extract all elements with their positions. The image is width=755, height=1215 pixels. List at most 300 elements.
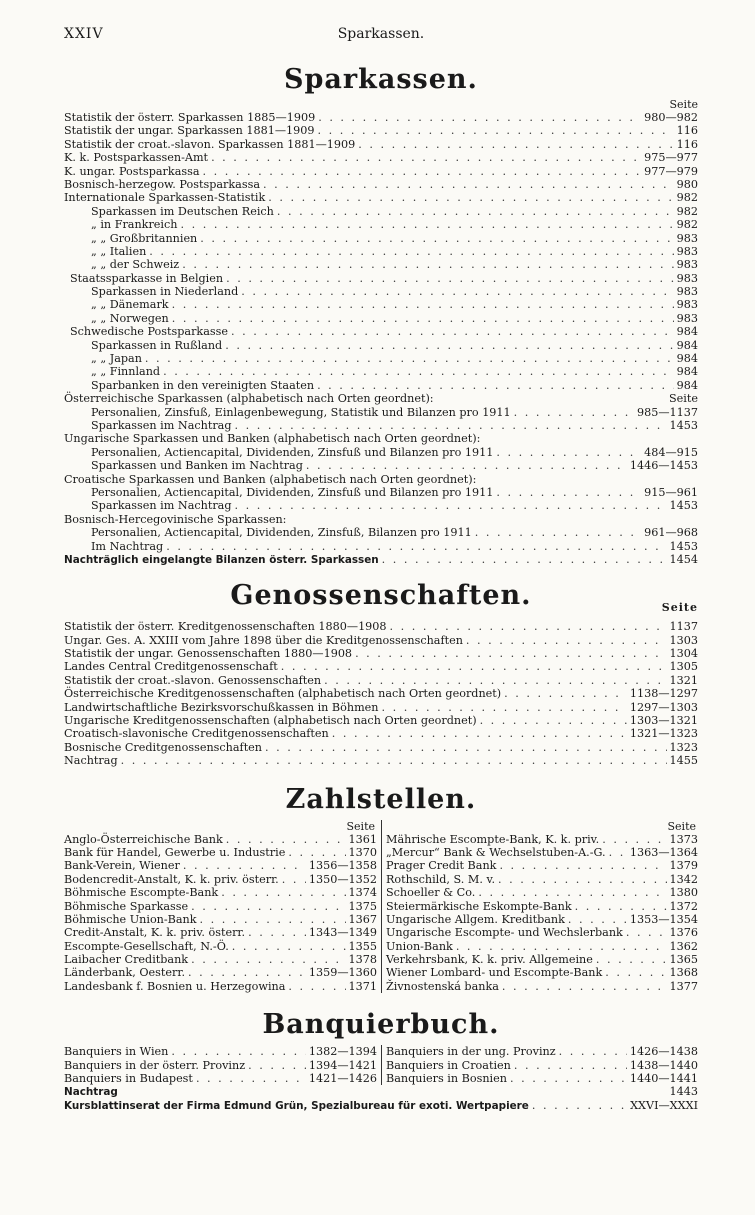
entry-page: 1343—1349 [308, 926, 377, 940]
entry-text: „ „ der Schweiz [91, 258, 180, 272]
entry-page: 484—915 [644, 445, 698, 459]
index-entry [64, 191, 698, 204]
entry-text: Banquiers in der österr. Provinz [64, 1058, 246, 1072]
dot-leader [466, 634, 667, 647]
dot-leader [226, 272, 674, 285]
entry-page: 116 [676, 124, 698, 138]
dot-leader [231, 325, 674, 338]
dot-leader [568, 913, 627, 926]
dot-leader [596, 953, 667, 966]
index-entry [386, 1045, 698, 1058]
entry-page: 983 [676, 244, 698, 258]
index-page [64, 26, 698, 1112]
entry-text: Credit-Anstalt, K. k. priv. österr. [64, 926, 246, 940]
entry-page: 984 [676, 365, 698, 379]
index-entry [64, 647, 698, 660]
section-heading-zahlstellen: Zahlstellen. [285, 783, 477, 815]
index-entry [64, 111, 698, 124]
entry-text: Banquiers in Budapest [64, 1072, 193, 1086]
entry-page: 1453 [669, 418, 698, 432]
index-entry [64, 138, 698, 151]
oest-list [64, 406, 698, 433]
entry-page: 982 [676, 204, 698, 218]
index-entry [64, 446, 698, 459]
dot-leader [306, 459, 627, 472]
entry-page: 983 [676, 285, 698, 299]
dot-leader [265, 741, 667, 754]
dot-leader [475, 526, 641, 539]
index-entry [64, 727, 698, 740]
index-entry [64, 205, 698, 218]
index-entry [64, 913, 377, 926]
entry-page: 975—977 [644, 151, 698, 165]
entry-text: Sparkassen in Niederland [91, 285, 239, 299]
index-entry [386, 966, 698, 979]
entry-page: 982 [676, 191, 698, 205]
dot-leader [496, 446, 641, 459]
index-entry [64, 714, 698, 727]
entry-text: „ „ Norwegen [91, 311, 169, 325]
index-entry [64, 232, 698, 245]
entry-text: Statistik der croat.-slavon. Sparkassen 1881—1909 [64, 137, 356, 151]
dot-leader [324, 674, 666, 687]
entry-page: 1446—1453 [629, 459, 698, 473]
dot-leader [514, 406, 634, 419]
entry-text: Živnostenská banka [386, 979, 499, 993]
entry-text: Laibacher Creditbank [64, 953, 189, 967]
entry-text: Ungarische Allgem. Kreditbank [386, 912, 565, 926]
entry-text: Mährische Escompte-Bank, K. k. priv. [386, 832, 600, 846]
entry-text: Banquiers in Croatien [386, 1058, 511, 1072]
entry-page: 983 [676, 298, 698, 312]
index-entry [64, 926, 377, 939]
entry-page: 1362 [669, 939, 698, 953]
seite-label: Seite [661, 601, 698, 615]
index-entry [64, 886, 377, 899]
entry-text: Länderbank, Oesterr. [64, 966, 186, 980]
index-entry [64, 833, 377, 846]
seite-label: Seite [667, 819, 696, 833]
dot-leader [317, 379, 674, 392]
index-entry [64, 365, 698, 378]
entry-text: Böhmische Sparkasse [64, 899, 189, 913]
entry-page: 1453 [669, 499, 698, 513]
bos-list [64, 526, 698, 553]
dot-leader [180, 218, 673, 231]
dot-leader [390, 620, 667, 633]
dot-leader [358, 138, 673, 151]
entry-text: Personalien, Actiencapital, Dividenden, Zinsfuß und Bilanzen pro 1911 [91, 445, 494, 459]
page-header [64, 26, 698, 50]
entry-text: Bank für Handel, Gewerbe u. Industrie [64, 845, 286, 859]
entry-page: 1137 [669, 620, 698, 634]
dot-leader [203, 165, 642, 178]
dot-leader [355, 647, 666, 660]
entry-page: 1371 [348, 979, 377, 993]
seite-label: Seite [669, 392, 698, 406]
index-entry [64, 687, 698, 700]
entry-page: 980 [676, 177, 698, 191]
entry-page: 1353—1354 [629, 912, 698, 926]
index-entry [386, 913, 698, 926]
dot-leader [248, 1059, 306, 1072]
index-entry [64, 980, 377, 993]
entry-page: 1359—1360 [308, 966, 377, 980]
index-entry [386, 1059, 698, 1072]
entry-text: Staatssparkasse in Belgien [70, 271, 224, 285]
dot-leader [559, 1045, 627, 1058]
entry-page: 985—1137 [636, 405, 698, 419]
entry-text: Prager Credit Bank [386, 859, 497, 873]
entry-page: 983 [676, 271, 698, 285]
index-entry [64, 379, 698, 392]
cro-heading: Croatische Sparkassen und Banken (alphabetisch nach Orten geordnet): [64, 472, 477, 486]
index-entry [386, 859, 698, 872]
entry-text: Ungarische Escompte- und Wechslerbank [386, 926, 623, 940]
entry-text: „ „ Finnland [91, 365, 161, 379]
entry-page: 1297—1303 [629, 700, 698, 714]
entry-text: Böhmische Escompte-Bank [64, 886, 219, 900]
entry-page: 1380 [669, 886, 698, 900]
entry-text: Verkehrsbank, K. k. priv. Allgemeine [386, 953, 593, 967]
index-entry [386, 953, 698, 966]
entry-page: 1373 [669, 832, 698, 846]
entry-text: Banquiers in Wien [64, 1045, 169, 1059]
index-entry [64, 218, 698, 231]
entry-text: Im Nachtrag [91, 539, 164, 553]
index-entry [64, 1099, 698, 1112]
index-entry [64, 1072, 377, 1085]
entry-text: Kursblattinserat der Firma Edmund Grün, Spezialbureau für exoti. Wertpapiere [64, 1099, 529, 1112]
dot-leader [183, 859, 306, 872]
index-entry [64, 873, 377, 886]
entry-page: 1321—1323 [629, 727, 698, 741]
genossenschaften-list [64, 620, 698, 767]
page-number: XXIV [64, 26, 104, 42]
entry-text: Internationale Sparkassen-Statistik [64, 191, 266, 205]
entry-page: 1323 [669, 740, 698, 754]
entry-page: 1356—1358 [308, 859, 377, 873]
entry-text: Bosnisch-herzegow. Postsparkassa [64, 177, 260, 191]
entry-page: 984 [676, 325, 698, 339]
dot-leader [225, 339, 673, 352]
entry-text: Croatisch-slavonische Creditgenossenschaften [64, 727, 329, 741]
entry-text: Sparkassen und Banken im Nachtrag [91, 459, 303, 473]
cro-heading-row [64, 473, 698, 486]
index-entry [64, 1059, 377, 1072]
entry-page: 1361 [348, 832, 377, 846]
index-entry [64, 258, 698, 271]
entry-page: 1455 [669, 754, 698, 768]
entry-text: Nachtrag [64, 754, 118, 768]
zahlstellen-left-list [64, 833, 377, 994]
dot-leader [191, 900, 345, 913]
dot-leader [182, 258, 673, 271]
entry-page: 984 [676, 378, 698, 392]
index-entry [64, 459, 698, 472]
dot-leader [172, 312, 674, 325]
entry-page: 1138—1297 [629, 687, 698, 701]
entry-text: Schoeller & Co. [386, 886, 476, 900]
ung-heading: Ungarische Sparkassen und Banken (alphabetisch nach Orten geordnet): [64, 432, 481, 446]
entry-page: 1372 [669, 899, 698, 913]
entry-page: 1304 [669, 647, 698, 661]
index-entry [64, 178, 698, 191]
ung-heading-row [64, 432, 698, 445]
index-entry [386, 886, 698, 899]
entry-page: 1367 [348, 912, 377, 926]
entry-page: 1355 [348, 939, 377, 953]
seite-label: Seite [669, 98, 698, 111]
index-entry [64, 419, 698, 432]
index-entry [64, 701, 698, 714]
dot-leader [277, 205, 674, 218]
index-entry [386, 926, 698, 939]
entry-page: 984 [676, 338, 698, 352]
entry-page: 116 [676, 137, 698, 151]
section-heading-sparkassen: Sparkassen. [284, 64, 478, 95]
dot-leader [318, 111, 641, 124]
dot-leader [121, 754, 667, 767]
section-heading-banquierbuch: Banquierbuch. [262, 1009, 500, 1041]
entry-text: Nachträglich eingelangte Bilanzen österr. Sparkassen [64, 553, 379, 566]
entry-page: 983 [676, 311, 698, 325]
entry-text: Bank-Verein, Wiener [64, 859, 180, 873]
entry-page: 915—961 [644, 485, 698, 499]
dot-leader [166, 540, 666, 553]
sparkassen-list [64, 111, 698, 392]
running-title: Sparkassen. [337, 26, 425, 42]
entry-page: 1303 [669, 633, 698, 647]
index-entry [64, 940, 377, 953]
banquierbuch-columns [64, 1045, 698, 1085]
entry-text: Sparbanken in den vereinigten Staaten [91, 378, 315, 392]
dot-leader [626, 926, 667, 939]
dot-leader [172, 298, 674, 311]
dot-leader [502, 980, 667, 993]
dot-leader [163, 365, 674, 378]
entry-text: Personalien, Actiencapital, Dividenden, Zinsfuß, Bilanzen pro 1911 [91, 526, 472, 540]
entry-page: 983 [676, 258, 698, 272]
entry-text: „ „ Dänemark [91, 298, 169, 312]
dot-leader [145, 352, 674, 365]
entry-page: 1377 [669, 979, 698, 993]
entry-page: 961—968 [644, 526, 698, 540]
entry-page: 984 [676, 352, 698, 366]
dot-leader [171, 1045, 306, 1058]
index-entry [64, 900, 377, 913]
entry-text: Schwedische Postsparkasse [70, 325, 228, 339]
entry-text: „Mercur“ Bank & Wechselstuben-A.-G. [386, 845, 606, 859]
entry-text: „ „ Italien [91, 244, 147, 258]
index-entry [64, 486, 698, 499]
seite-label: Seite [346, 819, 375, 833]
index-entry [64, 953, 377, 966]
bos-heading: Bosnisch-Hercegovinische Sparkassen: [64, 512, 287, 526]
entry-page: 1363—1364 [629, 845, 698, 859]
entry-text: Sparkassen im Deutschen Reich [91, 204, 274, 218]
section-heading-genossenschaften [64, 580, 698, 614]
index-entry [64, 298, 698, 311]
entry-text: Personalien, Actiencapital, Dividenden, Zinsfuß und Bilanzen pro 1911 [91, 485, 494, 499]
entry-text: Sparkassen im Nachtrag [91, 418, 232, 432]
entry-page: 1440—1441 [629, 1072, 698, 1086]
dot-leader [211, 151, 641, 164]
banquierbuch-right-list [386, 1045, 698, 1085]
entry-text: Landesbank f. Bosnien u. Herzegowina [64, 979, 286, 993]
dot-leader [504, 687, 627, 700]
dot-leader [232, 940, 346, 953]
bos-heading-row [64, 513, 698, 526]
entry-text: Bodencredit-Anstalt, K. k. priv. österr. [64, 872, 279, 886]
index-entry [64, 352, 698, 365]
index-entry [386, 873, 698, 886]
index-entry [64, 540, 698, 553]
entry-text: Rothschild, S. M. v. [386, 872, 495, 886]
index-entry [64, 634, 698, 647]
entry-page: 1421—1426 [308, 1072, 377, 1086]
index-entry [64, 245, 698, 258]
entry-page: 1350—1352 [308, 872, 377, 886]
ung-list [64, 446, 698, 473]
index-entry [64, 272, 698, 285]
entry-page: 1453 [669, 539, 698, 553]
entry-page: 983 [676, 231, 698, 245]
entry-text: Personalien, Zinsfuß, Einlagenbewegung, Statistik und Bilanzen pro 1911 [91, 405, 511, 419]
entry-page: 1443 [669, 1085, 698, 1099]
dot-leader [235, 419, 667, 432]
entry-page: 1378 [348, 953, 377, 967]
entry-text: Österreichische Kreditgenossenschaften (alphabetisch nach Orten geordnet) [64, 687, 502, 701]
dot-leader [382, 701, 627, 714]
entry-page: 1321 [669, 673, 698, 687]
dot-leader [605, 966, 666, 979]
entry-page: 980—982 [644, 111, 698, 124]
entry-text: Nachtrag [64, 1086, 118, 1099]
dot-leader [288, 980, 345, 993]
entry-page: 1394—1421 [308, 1058, 377, 1072]
dot-leader [514, 1059, 627, 1072]
index-entry [386, 846, 698, 859]
index-entry [64, 846, 377, 859]
entry-page: 1305 [669, 660, 698, 674]
dot-leader [480, 714, 627, 727]
index-entry [64, 124, 698, 137]
index-entry [64, 526, 698, 539]
index-entry [64, 553, 698, 566]
index-entry [386, 940, 698, 953]
index-entry [64, 966, 377, 979]
index-entry [386, 900, 698, 913]
index-entry [64, 754, 698, 767]
entry-text: Wiener Lombard- und Escompte-Bank [386, 966, 603, 980]
index-entry [64, 1045, 377, 1058]
index-entry [64, 325, 698, 338]
index-entry [64, 620, 698, 633]
dot-leader [456, 940, 667, 953]
entry-text: Landwirtschaftliche Bezirksvorschußkassen in Böhmen [64, 700, 379, 714]
entry-page: 1438—1440 [629, 1058, 698, 1072]
entry-text: Union-Bank [386, 939, 453, 953]
entry-page: 1368 [669, 966, 698, 980]
entry-text: Ungarische Kreditgenossenschaften (alphabetisch nach Orten geordnet) [64, 714, 477, 728]
entry-text: Statistik der croat.-slavon. Genossenschaften [64, 673, 322, 687]
dot-leader [602, 833, 666, 846]
index-entry [64, 165, 698, 178]
entry-text: Sparkassen im Nachtrag [91, 499, 232, 513]
dot-leader [575, 900, 667, 913]
entry-text: Statistik der ungar. Genossenschaften 1880—1908 [64, 647, 353, 661]
dot-leader [268, 191, 673, 204]
index-entry [64, 406, 698, 419]
index-entry [64, 674, 698, 687]
genossenschaften-title: Genossenschaften. [230, 580, 532, 612]
dot-leader [241, 285, 673, 298]
index-entry [64, 339, 698, 352]
dot-leader [221, 886, 345, 899]
entry-page: 1379 [669, 859, 698, 873]
dot-leader [496, 486, 641, 499]
dot-leader [510, 1072, 627, 1085]
index-entry [64, 499, 698, 512]
entry-page: 1365 [669, 953, 698, 967]
dot-leader [332, 727, 627, 740]
dot-leader [200, 232, 673, 245]
dot-leader [282, 873, 306, 886]
dot-leader [191, 953, 345, 966]
dot-leader [498, 873, 667, 886]
entry-page: XXVI—XXXI [630, 1098, 698, 1112]
index-entry [64, 285, 698, 298]
banquierbuch-left-list [64, 1045, 377, 1085]
entry-text: Sparkassen in Rußland [91, 338, 223, 352]
dot-leader [263, 178, 674, 191]
entry-text: Banquiers in Bosnien [386, 1072, 507, 1086]
entry-page: 982 [676, 218, 698, 232]
dot-leader [248, 926, 306, 939]
zahlstellen-columns [64, 820, 698, 994]
entry-text: Ungar. Ges. A. XXIII vom Jahre 1898 über die Kreditgenossenschaften [64, 633, 463, 647]
entry-page: 1342 [669, 872, 698, 886]
entry-page: 1376 [669, 926, 698, 940]
entry-text: Bosnische Creditgenossenschaften [64, 740, 263, 754]
entry-text: Statistik der österr. Kreditgenossenschaften 1880—1908 [64, 620, 387, 634]
oest-heading: Österreichische Sparkassen (alphabetisch nach Orten geordnet): [64, 392, 434, 406]
index-entry [64, 859, 377, 872]
index-entry [64, 151, 698, 164]
zahlstellen-right-list [386, 833, 698, 994]
index-entry [386, 1072, 698, 1085]
entry-text: K. k. Postsparkassen-Amt [64, 151, 209, 165]
entry-text: Anglo-Österreichische Bank [64, 832, 223, 846]
entry-text: Landes Central Creditgenossenschaft [64, 660, 278, 674]
index-entry [386, 833, 698, 846]
dot-leader [478, 886, 666, 899]
cro-list [64, 486, 698, 513]
entry-text: Statistik der ungar. Sparkassen 1881—1909 [64, 124, 315, 138]
entry-page: 1454 [669, 552, 698, 566]
index-entry [64, 1085, 698, 1098]
index-entry [64, 660, 698, 673]
entry-page: 1374 [348, 886, 377, 900]
oest-heading-row [64, 392, 698, 405]
index-entry [64, 741, 698, 754]
dot-leader [288, 846, 345, 859]
dot-leader [609, 846, 627, 859]
dot-leader [200, 913, 346, 926]
dot-leader [281, 660, 667, 673]
entry-page: 1382—1394 [308, 1045, 377, 1059]
